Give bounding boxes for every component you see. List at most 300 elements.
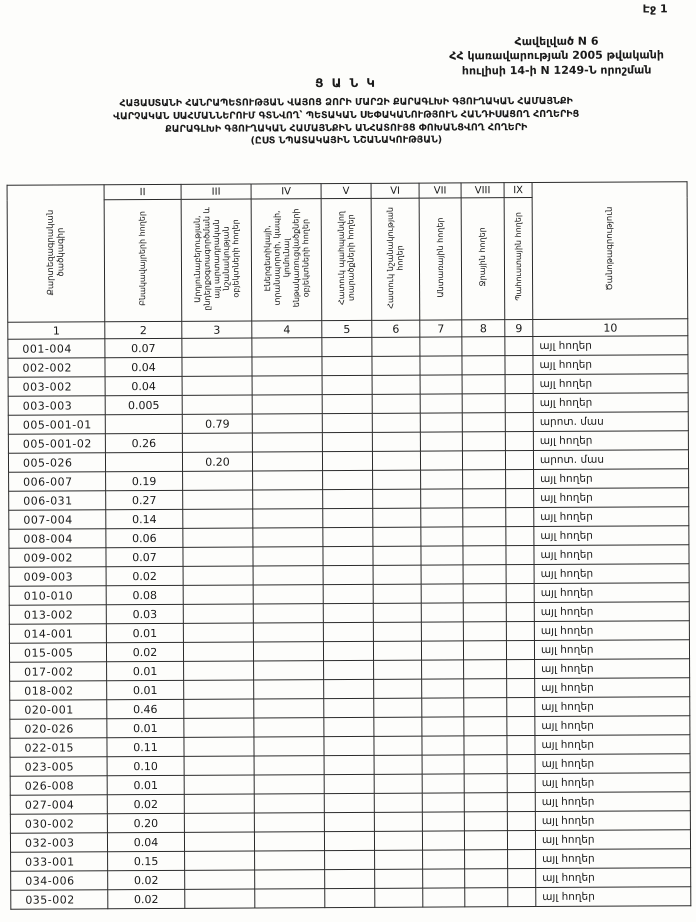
value-cell (421, 527, 463, 546)
code-cell: 006-031 (9, 491, 106, 511)
subtitle-line: ՎԱՐՉԱԿԱՆ ՍԱՀՄԱՆՆԵՐՈՒՄ ԳՏՆՎՈՂ՝ ՊԵՏԱԿԱՆ ՍԵՓԱԿԱՆՈՒԹՅՈՒՆ ՀԱՆԴԻՍԱՑՈՂ ՀՈՂԵՐԻՑ (113, 108, 580, 123)
value-cell: 0.02 (108, 889, 185, 908)
value-cell (422, 698, 464, 717)
code-cell: 010-010 (9, 586, 106, 606)
header-water-lands: Ջրային հողեր (461, 198, 505, 320)
value-cell: 0.11 (107, 737, 184, 756)
note-cell: այլ հողեր (534, 488, 689, 508)
value-cell (506, 603, 534, 622)
value-cell (254, 661, 324, 680)
code-cell: 001-004 (8, 339, 105, 359)
code-cell: 009-002 (9, 548, 106, 568)
header-energy-transport-lands: Էներգետիկայի, տրանսպորտի, կապի, կոմունալ ենթակառուցվածքների օբյեկտների հողեր (251, 199, 322, 321)
value-cell (373, 527, 421, 546)
value-cell: 0.06 (106, 528, 183, 547)
value-cell (253, 509, 323, 528)
value-cell: 0.15 (108, 851, 185, 870)
value-cell (505, 356, 533, 375)
value-cell (374, 717, 422, 736)
value-cell (506, 508, 534, 527)
value-cell (252, 433, 322, 452)
note-cell: այլ հողեր (534, 583, 689, 603)
value-cell (184, 737, 254, 756)
note-cell: այլ հողեր (535, 697, 690, 717)
value-cell (506, 641, 534, 660)
land-transfer-table (7, 181, 692, 910)
column-number: 4 (252, 321, 322, 338)
value-cell: 0.04 (107, 832, 184, 851)
value-cell (420, 432, 462, 451)
value-cell (322, 394, 372, 413)
value-cell (462, 413, 505, 432)
value-cell (422, 717, 464, 736)
code-cell: 022-015 (10, 738, 107, 758)
page-number: Էջ 1 (642, 2, 668, 16)
value-cell (505, 375, 533, 394)
value-cell (465, 850, 508, 869)
header-map-code-label: Քարտեզագրական ծածկագիր (45, 209, 67, 295)
value-cell: 0.27 (106, 490, 183, 509)
value-cell (508, 869, 536, 888)
value-cell (463, 641, 506, 660)
value-cell (374, 736, 422, 755)
code-cell: 020-026 (10, 719, 107, 739)
value-cell (105, 414, 182, 433)
value-cell (252, 376, 322, 395)
value-cell (252, 452, 322, 471)
value-cell (374, 793, 422, 812)
code-cell: 013-002 (9, 605, 106, 625)
column-number: 1 (8, 322, 105, 340)
value-cell (322, 375, 372, 394)
value-cell (421, 641, 463, 660)
value-cell (183, 547, 253, 566)
code-cell: 030-002 (10, 814, 107, 834)
value-cell (185, 851, 255, 870)
code-cell: 005-001-02 (8, 434, 105, 454)
value-cell (506, 546, 534, 565)
roman-numeral: VIII (461, 183, 504, 198)
value-cell (507, 717, 535, 736)
value-cell (253, 547, 323, 566)
roman-numeral: V (321, 183, 371, 198)
value-cell (323, 603, 373, 622)
value-cell: 0.005 (105, 395, 182, 414)
note-cell: այլ հողեր (535, 716, 690, 736)
value-cell (255, 889, 325, 908)
value-cell (254, 832, 324, 851)
roman-numeral: IV (251, 184, 321, 199)
value-cell (184, 699, 254, 718)
value-cell (463, 470, 506, 489)
value-cell (374, 698, 422, 717)
value-cell (465, 869, 508, 888)
value-cell (323, 546, 373, 565)
value-cell (322, 337, 372, 356)
value-cell: 0.01 (106, 623, 183, 642)
code-cell: 006-007 (9, 472, 106, 492)
note-cell: այլ հողեր (534, 564, 689, 584)
value-cell (373, 470, 421, 489)
header-special-purpose-lands: Հատուկ նշանակության հողեր (371, 198, 420, 320)
header-settlement-lands: Բնակավայրերի հողեր (104, 199, 182, 321)
note-cell: այլ հողեր (534, 621, 689, 641)
value-cell (374, 774, 422, 793)
value-cell (505, 413, 533, 432)
value-cell (507, 831, 535, 850)
code-cell: 003-002 (8, 377, 105, 397)
value-cell (421, 584, 463, 603)
value-cell (184, 661, 254, 680)
value-cell: 0.20 (107, 813, 184, 832)
value-cell (422, 774, 464, 793)
value-cell (422, 736, 464, 755)
value-cell (463, 584, 506, 603)
annex-line: Հավելված N 6 (514, 34, 599, 49)
code-cell: 033-001 (11, 852, 108, 872)
header-notes (532, 182, 688, 320)
value-cell (182, 433, 252, 452)
value-cell (325, 850, 375, 869)
value-cell (252, 395, 322, 414)
value-cell (254, 737, 324, 756)
value-cell (322, 413, 372, 432)
value-cell (255, 851, 325, 870)
value-cell (464, 831, 507, 850)
header-reserve-lands: Պահուստային հողեր (504, 198, 533, 320)
value-cell (324, 679, 374, 698)
value-cell (508, 850, 536, 869)
table-body (8, 336, 691, 910)
value-cell (464, 717, 507, 736)
value-cell (323, 565, 373, 584)
value-cell (372, 451, 420, 470)
value-cell (507, 812, 535, 831)
note-cell: այլ հողեր (533, 355, 688, 375)
value-cell: 0.04 (105, 376, 182, 395)
value-cell (375, 869, 423, 888)
value-cell (252, 357, 322, 376)
code-cell: 007-004 (9, 510, 106, 530)
value-cell (421, 470, 463, 489)
value-cell (505, 337, 533, 356)
header-forest-lands: Անտառային հողեր (419, 198, 462, 320)
header-map-code (7, 185, 105, 323)
value-cell (422, 660, 464, 679)
value-cell: 0.46 (107, 699, 184, 718)
value-cell: 0.02 (108, 870, 185, 889)
annex-line: հուլիսի 14-ի N 1249-Ն որոշման (461, 62, 652, 77)
value-cell (185, 889, 255, 908)
column-number: 8 (462, 320, 505, 337)
value-cell (463, 622, 506, 641)
value-cell (420, 356, 462, 375)
value-cell (373, 565, 421, 584)
value-cell (252, 338, 322, 357)
value-cell (372, 432, 420, 451)
value-cell (372, 337, 420, 356)
value-cell (421, 489, 463, 508)
value-cell (463, 565, 506, 584)
value-cell (253, 642, 323, 661)
value-cell: 0.26 (105, 433, 182, 452)
value-cell (324, 793, 374, 812)
header-industrial-lands: Արդյունաբերության, ընդերքօգտագործման և այլ արտադրական նշանակության օբյեկտների հողեր (181, 199, 252, 321)
value-cell: 0.02 (107, 794, 184, 813)
value-cell (372, 375, 420, 394)
value-cell (182, 338, 252, 357)
value-cell (507, 698, 535, 717)
value-cell (462, 337, 505, 356)
value-cell (325, 869, 375, 888)
value-cell (373, 641, 421, 660)
value-cell (420, 375, 462, 394)
code-cell: 017-002 (10, 662, 107, 682)
value-cell (373, 508, 421, 527)
value-cell (253, 471, 323, 490)
value-cell (375, 850, 423, 869)
value-cell (423, 850, 465, 869)
value-cell (506, 470, 534, 489)
value-cell: 0.08 (106, 585, 183, 604)
value-cell: 0.03 (106, 604, 183, 623)
roman-numeral: IX (504, 183, 532, 198)
value-cell (254, 775, 324, 794)
roman-numeral-row (7, 182, 687, 201)
value-cell (253, 604, 323, 623)
value-cell (184, 680, 254, 699)
value-cell (324, 717, 374, 736)
value-cell (183, 471, 253, 490)
value-cell (463, 603, 506, 622)
value-cell (183, 623, 253, 642)
value-cell (508, 888, 536, 907)
value-cell (462, 451, 505, 470)
value-cell (255, 870, 325, 889)
value-cell (322, 432, 372, 451)
value-cell (374, 755, 422, 774)
value-cell (184, 794, 254, 813)
value-cell (465, 888, 508, 907)
value-cell (464, 660, 507, 679)
note-cell: այլ հողեր (535, 830, 690, 850)
value-cell (507, 679, 535, 698)
note-cell: այլ հողեր (533, 431, 688, 451)
value-cell (254, 699, 324, 718)
document-title: Ց Ա Ն Կ (315, 75, 377, 91)
subtitle-line: ՀԱՅԱՍՏԱՆԻ ՀԱՆՐԱՊԵՏՈՒԹՅԱՆ ՎԱՅՈՑ ՁՈՐԻ ՄԱՐԶԻ ՔԱՐԱԳԼԽԻ ԳՅՈՒՂԱԿԱՆ ՀԱՄԱՅՆՔԻ (119, 95, 573, 110)
code-cell: 015-005 (9, 643, 106, 663)
value-cell: 0.20 (182, 452, 252, 471)
value-cell (421, 546, 463, 565)
code-cell: 023-005 (10, 757, 107, 777)
value-cell (420, 394, 462, 413)
note-cell: այլ հողեր (535, 754, 690, 774)
value-cell (464, 793, 507, 812)
value-cell (323, 489, 373, 508)
code-cell: 014-001 (9, 624, 106, 644)
note-cell: այլ հողեր (535, 678, 690, 698)
value-cell (254, 718, 324, 737)
value-cell (464, 755, 507, 774)
value-cell (184, 775, 254, 794)
value-cell (421, 603, 463, 622)
document-subtitle (0, 95, 694, 150)
value-cell (374, 831, 422, 850)
value-cell (422, 793, 464, 812)
value-cell (507, 774, 535, 793)
value-cell (324, 660, 374, 679)
value-cell (322, 451, 372, 470)
note-cell: այլ հողեր (535, 735, 690, 755)
annex-reference-block (449, 34, 664, 78)
value-cell (423, 888, 465, 907)
value-cell (420, 451, 462, 470)
value-cell (506, 565, 534, 584)
table-header (7, 182, 688, 340)
value-cell (506, 622, 534, 641)
value-cell (507, 755, 535, 774)
value-cell (323, 527, 373, 546)
value-cell (184, 832, 254, 851)
value-cell (420, 413, 462, 432)
value-cell (462, 432, 505, 451)
value-cell (373, 584, 421, 603)
value-cell (183, 642, 253, 661)
note-cell: արոտ. մաս (533, 412, 688, 432)
value-cell (105, 452, 182, 471)
value-cell (183, 490, 253, 509)
value-cell (372, 413, 420, 432)
code-cell: 005-001-01 (8, 415, 105, 435)
value-cell: 0.07 (106, 547, 183, 566)
note-cell: այլ հողեր (534, 602, 689, 622)
value-cell (372, 394, 420, 413)
code-cell: 027-004 (10, 795, 107, 815)
value-cell: 0.02 (106, 642, 183, 661)
note-cell: այլ հողեր (535, 659, 690, 679)
value-cell: 0.01 (107, 775, 184, 794)
value-cell (183, 528, 253, 547)
value-cell (183, 604, 253, 623)
value-cell (322, 356, 372, 375)
value-cell (252, 414, 322, 433)
value-cell (374, 679, 422, 698)
value-cell (184, 756, 254, 775)
value-cell (372, 356, 420, 375)
note-cell: այլ հողեր (534, 640, 689, 660)
note-cell: այլ հողեր (534, 526, 689, 546)
column-number: 3 (182, 321, 252, 338)
value-cell (325, 888, 375, 907)
subtitle-line: ՔԱՐԱԳԼԽԻ ԳՅՈՒՂԱԿԱՆ ՀԱՄԱՅՆՔԻՆ ԱՆՀԱՏՈՒՅՑ ՓՈԽԱՆՑՎՈՂ ՀՈՂԵՐԻ (165, 121, 528, 135)
note-cell: այլ հողեր (535, 773, 690, 793)
column-number: 6 (372, 320, 420, 337)
code-cell: 032-003 (10, 833, 107, 853)
value-cell (253, 585, 323, 604)
value-cell (324, 755, 374, 774)
value-cell (463, 546, 506, 565)
roman-numeral: VI (371, 183, 419, 198)
header-protected-lands: Հատուկ պահպանվող տարածքների հողեր (321, 198, 372, 320)
value-cell (324, 698, 374, 717)
value-cell (421, 622, 463, 641)
value-cell (375, 888, 423, 907)
note-cell: այլ հողեր (533, 374, 688, 394)
code-cell: 005-026 (8, 453, 105, 473)
value-cell (183, 509, 253, 528)
code-cell: 026-008 (10, 776, 107, 796)
value-cell (254, 756, 324, 775)
value-cell (254, 794, 324, 813)
value-cell: 0.01 (107, 718, 184, 737)
value-cell (324, 812, 374, 831)
value-cell (374, 812, 422, 831)
value-cell (463, 527, 506, 546)
value-cell (253, 490, 323, 509)
value-cell (324, 831, 374, 850)
value-cell (373, 603, 421, 622)
code-cell: 008-004 (9, 529, 106, 549)
header-notes-label: Ծանոթագրություն (604, 207, 616, 292)
value-cell: 0.01 (107, 661, 184, 680)
value-cell (421, 508, 463, 527)
value-cell: 0.02 (106, 566, 183, 585)
roman-numeral: III (181, 184, 251, 199)
subtitle-line: (ԸՍՏ ՆՊԱՏԱԿԱՅԻՆ ՆՇԱՆԱԿՈՒԹՅԱՆ) (250, 134, 443, 147)
note-cell: այլ հողեր (534, 469, 689, 489)
roman-numeral: VII (419, 183, 461, 198)
value-cell (254, 813, 324, 832)
value-cell (373, 546, 421, 565)
value-cell (323, 584, 373, 603)
column-number: 7 (420, 320, 462, 337)
value-cell (182, 376, 252, 395)
value-cell (507, 736, 535, 755)
value-cell (464, 736, 507, 755)
value-cell (422, 755, 464, 774)
value-cell (324, 774, 374, 793)
value-cell: 0.07 (105, 338, 182, 357)
value-cell (462, 375, 505, 394)
note-cell: այլ հողեր (536, 849, 691, 869)
value-cell (462, 356, 505, 375)
value-cell (507, 793, 535, 812)
column-number: 10 (533, 319, 688, 337)
note-cell: այլ հողեր (536, 868, 691, 888)
value-cell (464, 812, 507, 831)
note-cell: այլ հողեր (533, 393, 688, 413)
code-cell: 003-003 (8, 396, 105, 416)
value-cell (323, 622, 373, 641)
value-cell (463, 508, 506, 527)
value-cell (506, 489, 534, 508)
value-cell (464, 774, 507, 793)
value-cell: 0.01 (107, 680, 184, 699)
note-cell: այլ հողեր (534, 507, 689, 527)
annex-line: ՀՀ կառավարության 2005 թվականի (449, 48, 664, 63)
value-cell (463, 489, 506, 508)
value-cell (422, 831, 464, 850)
value-cell: 0.79 (182, 414, 252, 433)
value-cell (253, 566, 323, 585)
value-cell (324, 736, 374, 755)
note-cell: այլ հողեր (535, 792, 690, 812)
value-cell (253, 528, 323, 547)
value-cell: 0.04 (105, 357, 182, 376)
value-cell (182, 357, 252, 376)
value-cell: 0.10 (107, 756, 184, 775)
